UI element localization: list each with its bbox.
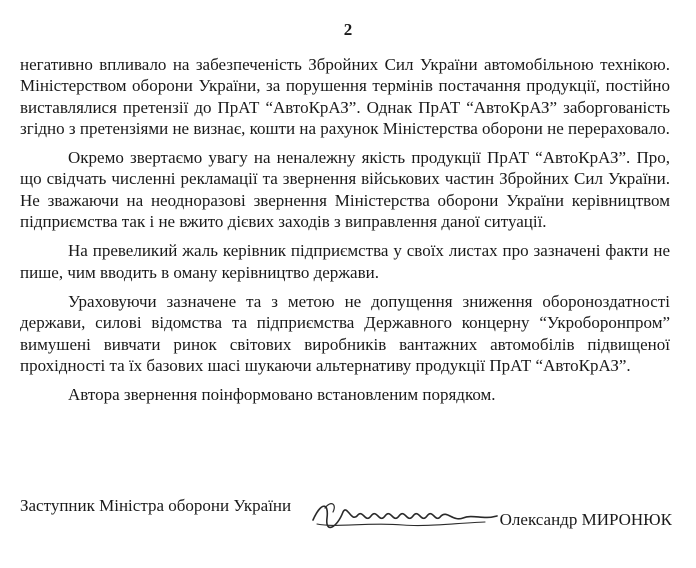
signatory-name: Олександр МИРОНЮК	[499, 510, 672, 529]
handwritten-signature	[307, 498, 507, 534]
signatory-position: Заступник Міністра оборони України	[20, 496, 292, 515]
signature-block	[20, 496, 672, 532]
page-number: 2	[343, 20, 353, 39]
paragraph-4: Ураховуючи зазначене та з метою не допущення зниження обороноздатності держави, силові відомства та підприємства Державного концерну “Укроборонпром” вимушені вивчати ринок світових виробників вантажних автомобілів підвищеної прохідності та їх базових шасі шукаючи альтернативу продукції ПрАТ “АвтоКрАЗ”.	[20, 291, 670, 375]
letter-body	[20, 54, 670, 413]
paragraph-2: Окремо звертаємо увагу на неналежну якість продукції ПрАТ “АвтоКрАЗ”. Про, що свідчать численні рекламації та звернення військових частин Збройних Сил України. Не зважаючи на неодноразові звернення Міністерства оборони України керівництвом підприємства так і не вжито дієвих заходів з виправлення даної ситуації.	[20, 148, 670, 232]
paragraph-1: негативно впливало на забезпеченість Збройних Сил України автомобільною технікою. Міністерством оборони України, за порушення термінів постачання продукції, постійно виставлялися претензії до ПрАТ “АвтоКрАЗ”. Однак ПрАТ “АвтоКрАЗ” заборгованість згідно з претензіями не визнає, кошти на рахунок Міністерства оборони не перераховало.	[20, 55, 670, 138]
paragraph-5: Автора звернення поінформовано встановленим порядком.	[68, 385, 496, 405]
paragraph-3: На превеликий жаль керівник підприємства у своїх листах про зазначені факти не пише, чим вводить в оману керівництво держави.	[20, 241, 670, 282]
